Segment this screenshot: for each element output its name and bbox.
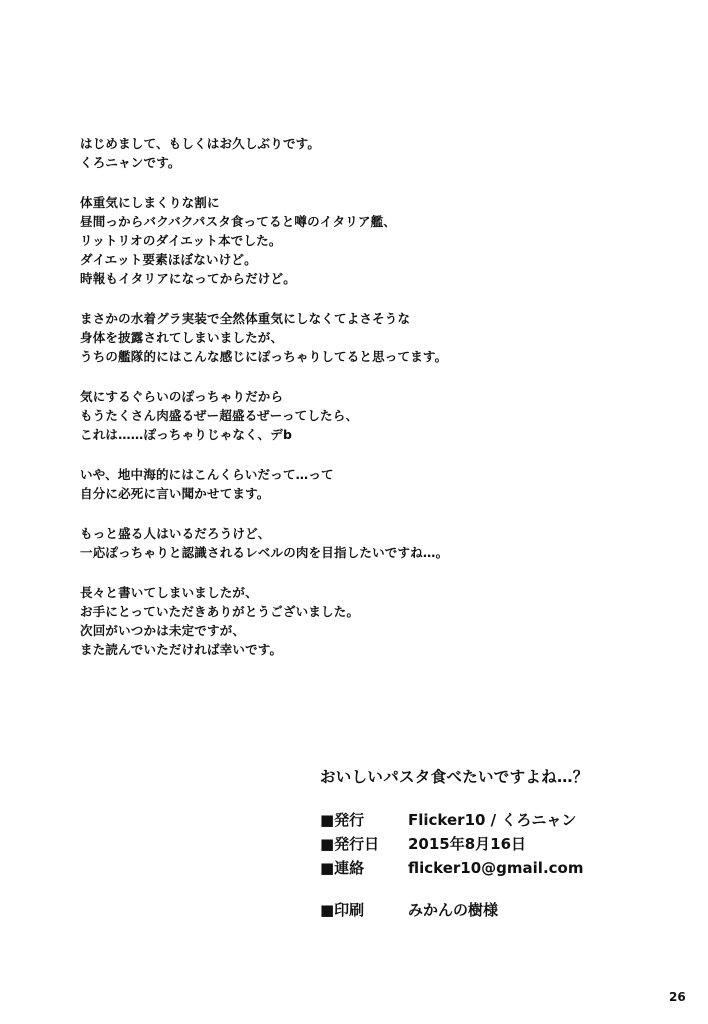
text-line: 長々と書いてしまいましたが、	[80, 585, 258, 600]
printer-value: みかんの樹様	[408, 901, 499, 919]
paragraph-5	[80, 465, 640, 503]
text-line: これは……ぽっちゃりじゃなく、デb	[80, 427, 293, 442]
date-label: ■発行日	[320, 835, 380, 853]
afterword-text	[80, 134, 640, 680]
paragraph-3	[80, 309, 640, 366]
publisher-label: ■発行	[320, 811, 365, 829]
text-line: お手にとっていただきありがとうございました。	[80, 604, 360, 619]
text-line: 体重気にしまくりな割に	[80, 195, 220, 210]
text-line: くろニャンです。	[80, 155, 181, 170]
date-value: 2015年8月16日	[408, 835, 527, 853]
text-line: まさかの水着グラ実装で全然体重気にしなくてよさそうな	[80, 311, 411, 326]
page-number: 26	[669, 990, 686, 1004]
paragraph-7	[80, 583, 640, 659]
publisher-value: Flicker10 / くろニャン	[408, 811, 577, 829]
text-line: 一応ぽっちゃりと認識されるレベルの肉を目指したいですね…。	[80, 545, 449, 560]
book-title: おいしいパスタ食べたいですよね…？	[320, 768, 589, 786]
printer-row	[320, 898, 650, 922]
text-line: 昼間っからバクバクパスタ食ってると噂のイタリア艦、	[80, 214, 397, 229]
date-row	[320, 832, 650, 856]
text-line: 時報もイタリアになってからだけど。	[80, 271, 296, 286]
text-line: うちの艦隊的にはこんな感じにぽっちゃりしてると思ってます。	[80, 349, 448, 364]
contact-row	[320, 856, 650, 880]
publisher-row	[320, 808, 650, 832]
contact-email: flicker10@gmail.com	[408, 859, 584, 877]
text-line: 気にするぐらいのぽっちゃりだから	[80, 389, 284, 404]
text-line: はじめまして、もしくはお久しぶりです。	[80, 136, 321, 151]
paragraph-4	[80, 387, 640, 444]
text-line: ダイエット要素ほぼないけど。	[80, 252, 257, 267]
text-line: 身体を披露されてしまいましたが、	[80, 330, 284, 345]
text-line: また読んでいただければ幸いです。	[80, 642, 283, 657]
text-line: もっと盛る人はいるだろうけど、	[80, 526, 271, 541]
paragraph-1	[80, 134, 640, 172]
text-line: いや、地中海的にはこんくらいだって…って	[80, 467, 334, 482]
contact-label: ■連絡	[320, 859, 365, 877]
text-line: 次回がいつかは未定ですが、	[80, 623, 246, 638]
text-line: リットリオのダイエット本でした。	[80, 233, 282, 248]
text-line: 自分に必死に言い聞かせてます。	[80, 486, 270, 501]
paragraph-6	[80, 524, 640, 562]
paragraph-2	[80, 193, 640, 288]
colophon	[320, 764, 650, 922]
printer-label: ■印刷	[320, 901, 365, 919]
text-line: もうたくさん肉盛るぜー超盛るぜーってしたら、	[80, 408, 359, 423]
